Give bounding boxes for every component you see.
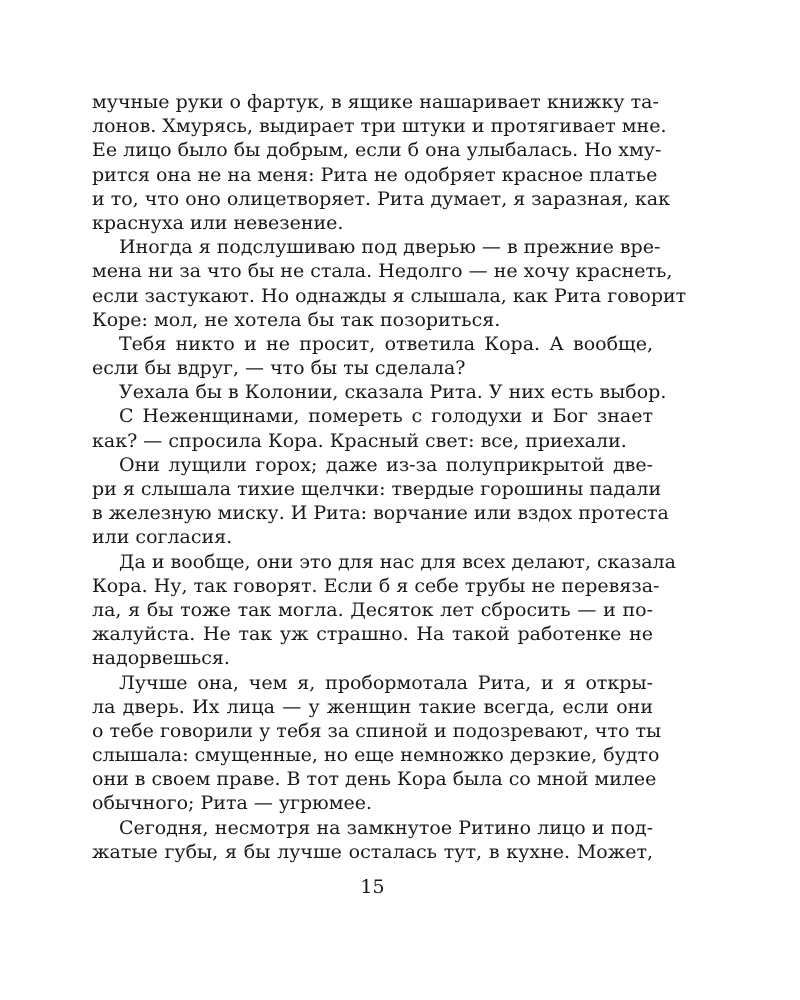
body-text — [92, 90, 687, 864]
text-line: лонов. Хмурясь, выдирает три штуки и протягивает мне. — [92, 115, 667, 138]
text-line: жалуйста. Не так уж страшно. На такой работенке не — [92, 623, 653, 646]
text-line: мучные руки о фартук, в ящике нашаривает книжку та- — [92, 91, 659, 113]
text-line: ла дверь. Их лица — у женщин такие всегда, если они — [92, 695, 653, 718]
text-line: Уехала бы в Колонии, сказала Рита. У них есть выбор. — [119, 381, 667, 404]
text-line: Они лущили горох; даже из-за полуприкрытой две- — [119, 453, 653, 476]
text-line: Сегодня, несмотря на замкнутое Ритино лицо и под- — [119, 816, 653, 839]
text-line: Да и вообще, они это для нас для всех делают, сказала — [119, 550, 676, 573]
text-line: Тебя никто и не просит, ответила Кора. А вообще, — [119, 332, 653, 355]
text-line: слышала: смущенные, но еще немножко дерзкие, будто — [92, 744, 660, 767]
text-line: краснуха или невезение. — [92, 211, 344, 234]
text-line: если бы вдруг, — что бы ты сделала? — [92, 357, 466, 380]
text-line: ри я слышала тихие щелчки: твердые горошины падали — [92, 478, 662, 500]
page-number: 15 — [360, 876, 385, 898]
text-line: они в своем праве. В тот день Кора была со мной милее — [92, 768, 657, 791]
text-line: мена ни за что бы не стала. Недолго — не хочу краснеть, — [92, 260, 673, 283]
text-line: Иногда я подслушиваю под дверью — в прежние вре- — [119, 236, 661, 259]
text-line: ла, я бы тоже так могла. Десяток лет сбросить — и по- — [92, 598, 653, 621]
text-line: Кора. Ну, так говорят. Если б я себе трубы не перевяза- — [92, 574, 660, 597]
text-line: рится она не на меня: Рита не одобряет красное платье — [92, 163, 658, 186]
text-line: Коре: мол, не хотела бы так позориться. — [92, 308, 501, 331]
text-line: Ее лицо было бы добрым, если б она улыбалась. Но хму- — [92, 139, 662, 162]
text-line: как? — спросила Кора. Красный свет: все, приехали. — [92, 429, 627, 452]
text-line: С Неженщинами, помереть с голодухи и Бог знает — [119, 405, 653, 428]
text-line: и то, что оно олицетворяет. Рита думает, я заразная, как — [92, 187, 670, 210]
text-line: в железную миску. И Рита: ворчание или вздох протеста — [92, 502, 669, 525]
text-line: если застукают. Но однажды я слышала, как Рита говорит — [92, 284, 687, 307]
text-line: о тебе говорили у тебя за спиной и подозревают, что ты — [92, 719, 662, 742]
text-line: или согласия. — [92, 526, 233, 549]
text-line: надорвешься. — [92, 647, 230, 670]
text-line: обычного; Рита — угрюмее. — [92, 792, 373, 815]
text-line: Лучше она, чем я, пробормотала Рита, и я откры- — [119, 671, 653, 694]
text-line: жатые губы, я бы лучше осталась тут, в кухне. Может, — [92, 840, 653, 863]
